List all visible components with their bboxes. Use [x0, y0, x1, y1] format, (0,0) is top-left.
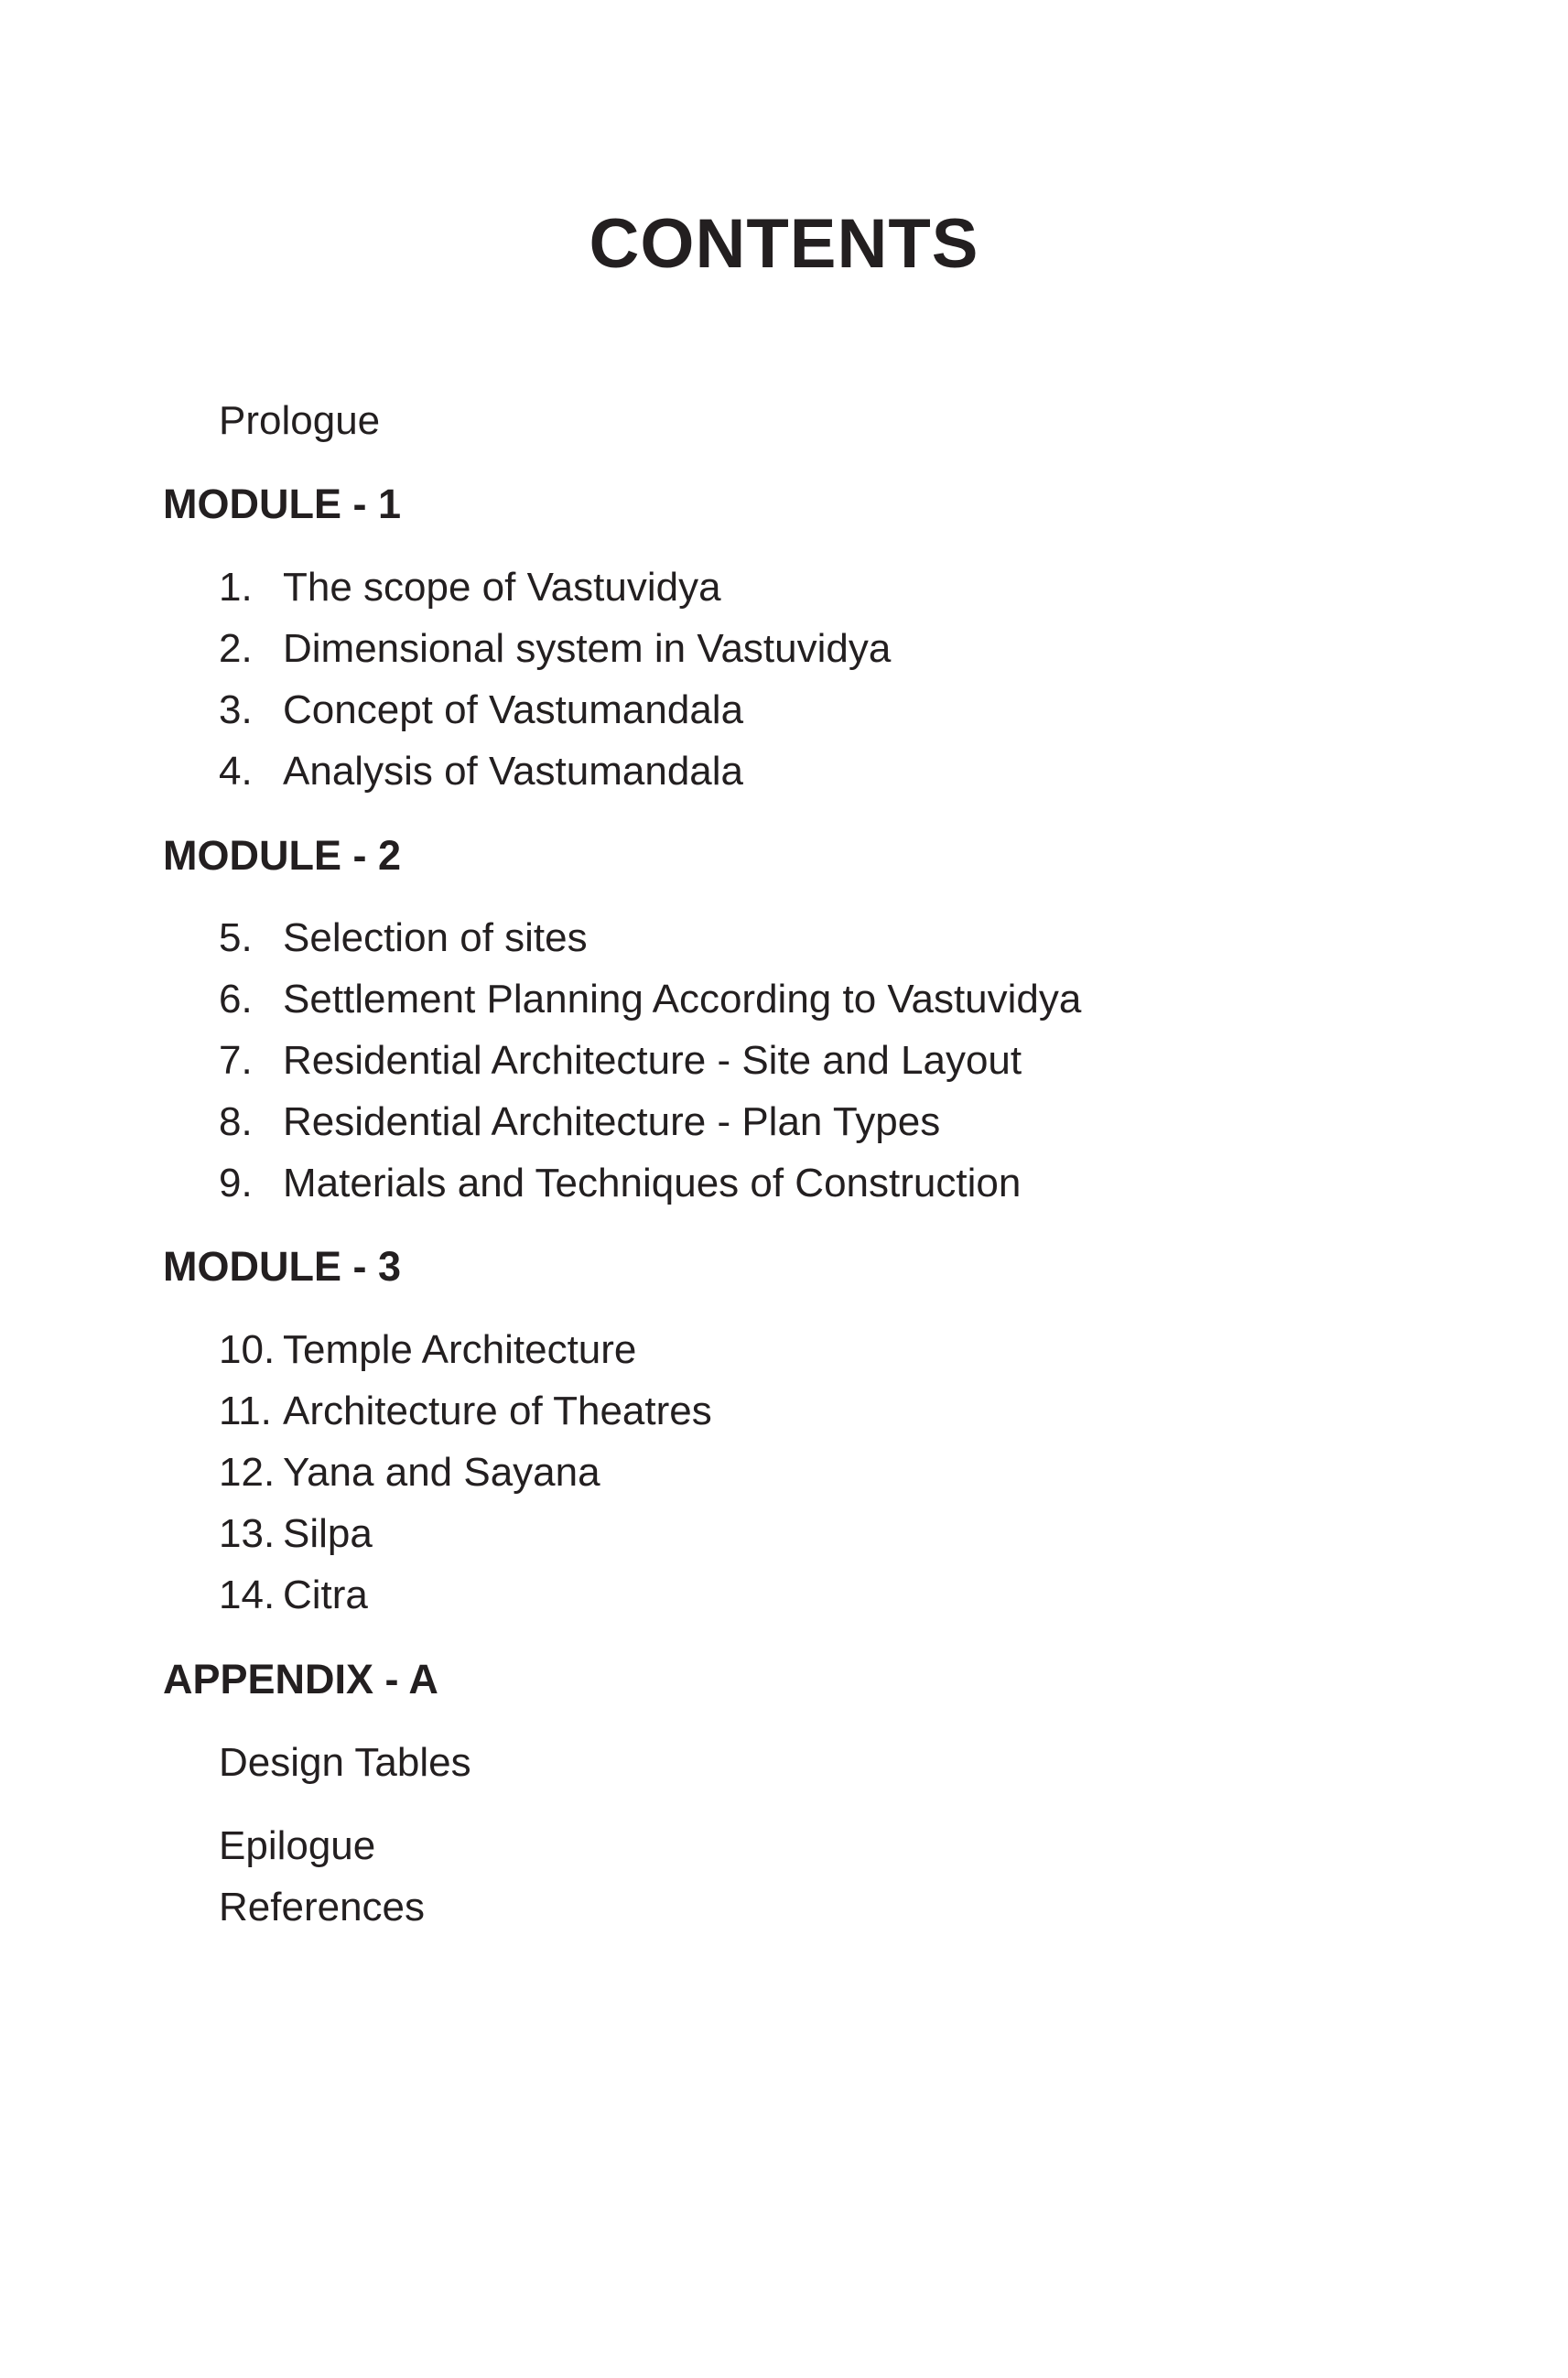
toc-item-label: Concept of Vastumandala — [283, 687, 744, 732]
module-1-heading: MODULE - 1 — [163, 481, 402, 527]
toc-item-label: Silpa — [283, 1511, 373, 1556]
toc-entry-epilogue: Epilogue — [219, 1823, 376, 1868]
toc-item — [219, 686, 743, 735]
toc-item-label: Materials and Techniques of Construction — [283, 1161, 1022, 1205]
toc-item — [219, 1097, 940, 1147]
toc-item-number: 13. — [219, 1511, 276, 1556]
toc-item-number: 6. — [219, 977, 253, 1021]
page-title: CONTENTS — [589, 205, 979, 283]
toc-item-label: Settlement Planning According to Vastuvidya — [283, 977, 1082, 1021]
toc-item — [219, 624, 891, 674]
toc-item — [219, 975, 1081, 1024]
toc-entry-design-tables: Design Tables — [219, 1740, 471, 1785]
toc-item-number: 9. — [219, 1161, 253, 1205]
toc-item-number: 5. — [219, 915, 253, 960]
toc-item — [219, 563, 721, 612]
module-2-heading: MODULE - 2 — [163, 832, 402, 879]
toc-item-number: 11. — [219, 1389, 272, 1433]
toc-item-number: 1. — [219, 565, 253, 610]
toc-item — [219, 1571, 368, 1620]
toc-item-number: 3. — [219, 687, 253, 732]
toc-item-number: 8. — [219, 1099, 253, 1144]
toc-item — [219, 747, 743, 796]
toc-item — [219, 1509, 373, 1559]
toc-item-number: 12. — [219, 1450, 276, 1495]
toc-item — [219, 913, 588, 963]
module-3-heading: MODULE - 3 — [163, 1243, 402, 1290]
toc-item — [219, 1387, 712, 1436]
toc-item — [219, 1036, 1022, 1086]
toc-item-label: Citra — [283, 1573, 368, 1617]
toc-item-label: Analysis of Vastumandala — [283, 749, 744, 794]
toc-item-label: Residential Architecture - Site and Layout — [283, 1038, 1022, 1083]
toc-item — [219, 1325, 636, 1375]
toc-item-number: 14. — [219, 1573, 276, 1617]
toc-entry-references: References — [219, 1885, 426, 1929]
toc-item-label: Yana and Sayana — [283, 1450, 600, 1495]
toc-item-number: 2. — [219, 626, 253, 671]
toc-item-label: Residential Architecture - Plan Types — [283, 1099, 941, 1144]
toc-item-number: 10. — [219, 1327, 276, 1372]
toc-item-number: 4. — [219, 749, 253, 794]
toc-item-label: Dimensional system in Vastuvidya — [283, 626, 892, 671]
toc-item — [219, 1448, 600, 1497]
toc-item-label: Temple Architecture — [283, 1327, 637, 1372]
toc-item-number: 7. — [219, 1038, 253, 1083]
toc-item-label: The scope of Vastuvidya — [283, 565, 721, 610]
toc-item-label: Selection of sites — [283, 915, 588, 960]
toc-entry-prologue: Prologue — [219, 398, 381, 443]
appendix-heading: APPENDIX - A — [163, 1656, 438, 1702]
toc-item — [219, 1159, 1021, 1208]
toc-item-label: Architecture of Theatres — [283, 1389, 712, 1433]
